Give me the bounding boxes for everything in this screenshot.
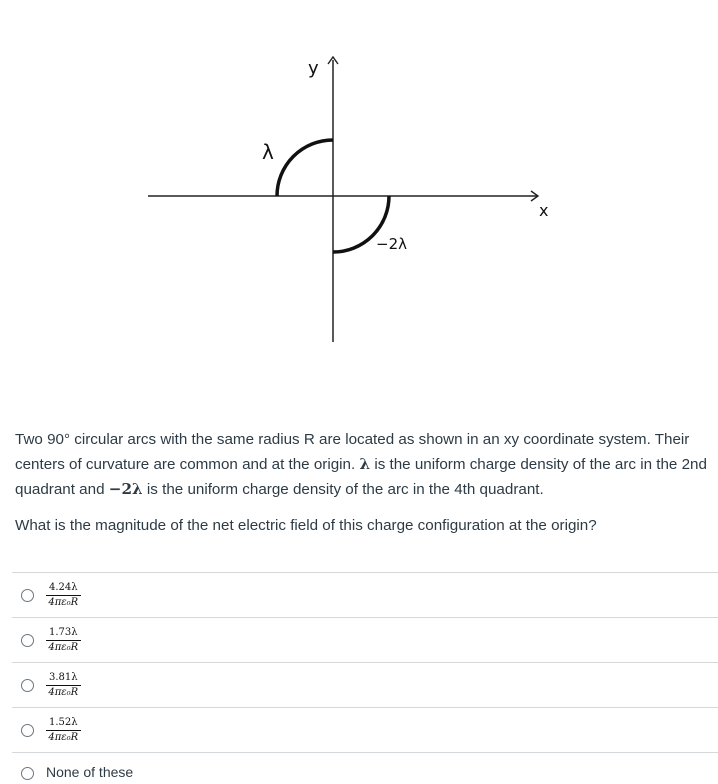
- answer-text: None of these: [46, 764, 134, 780]
- answer-option[interactable]: [12, 707, 718, 752]
- answer-option[interactable]: [12, 617, 718, 662]
- arc-upper-label: λ: [262, 140, 274, 164]
- answer-fraction: $\frac{4.24\lambda}{\text{4πε₀R}}$: [46, 582, 81, 609]
- radio-button[interactable]: [21, 767, 34, 780]
- answer-option[interactable]: [12, 752, 718, 784]
- question-paragraph-description: Two 90° circular arcs with the same radius R are located as shown in an xy coordinate system. Their centers of curvature are common and at the origin. λ is the uniform charge density of the arc in the 2nd quadrant and −2λ is the uniform charge density of the arc in the 4th quadrant.: [15, 431, 707, 498]
- neg-two-lambda-symbol: −2λ: [108, 480, 143, 498]
- arc-lower-label: −2λ: [376, 235, 407, 253]
- answer-list: [12, 572, 718, 784]
- lambda-symbol: λ: [359, 455, 371, 473]
- answer-option[interactable]: [12, 662, 718, 707]
- answer-fraction: $\frac{1.73\lambda}{\text{4πε₀R}}$: [46, 627, 81, 654]
- y-axis-label: y: [308, 58, 319, 79]
- answer-option[interactable]: [12, 572, 718, 617]
- question-paragraph-prompt: What is the magnitude of the net electric field of this charge configuration at the origin?: [15, 517, 597, 534]
- x-axis-label: x: [539, 201, 549, 220]
- arc-second-quadrant: [277, 140, 333, 196]
- radio-button[interactable]: [21, 589, 34, 602]
- radio-button[interactable]: [21, 634, 34, 647]
- question-text: [15, 428, 715, 550]
- answer-fraction: $\frac{3.81\lambda}{\text{4πε₀R}}$: [46, 672, 81, 699]
- radio-button[interactable]: [21, 679, 34, 692]
- radio-button[interactable]: [21, 724, 34, 737]
- answer-fraction: $\frac{1.52\lambda}{\text{4πε₀R}}$: [46, 717, 81, 744]
